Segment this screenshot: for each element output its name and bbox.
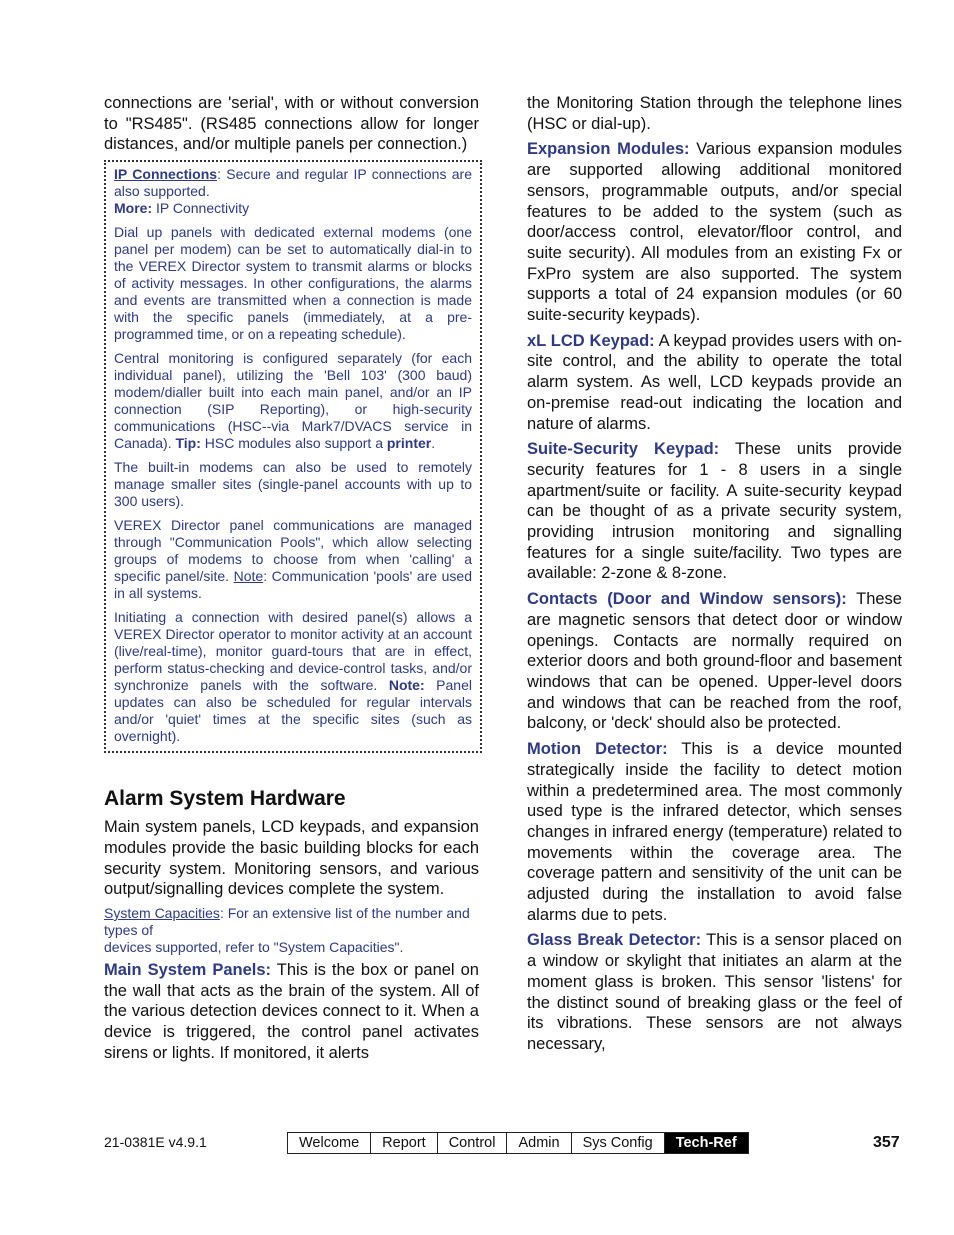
- tab-control[interactable]: Control: [438, 1133, 508, 1153]
- note-link[interactable]: Note: [233, 568, 264, 585]
- initiating-connection-paragraph: Initiating a connection with desired panel(s) allows a VEREX Director operator to monitor activity at an account (live/real-time), monitor guard-tours that are in effect, perform status-checking and device-control tasks, and/or synchronize panels with the software. Note: Panel updates can also be scheduled for regular intervals and/or 'quiet' times at the specific sites (such as overnight).: [114, 609, 472, 745]
- communication-pools-paragraph: VEREX Director panel communications are managed through "Communication Pools", which allow selecting groups of modems to choose from when 'calling' a specific panel/site. Note: Communication 'pools' are used in all systems.: [114, 517, 472, 602]
- central-monitoring-paragraph: Central monitoring is configured separately (for each individual panel), utilizing the 'Bell 103' (300 baud) modem/dialler built into each main panel, and/or an IP connection (SIP Reporting), or high-security communications (HSC--via Mark7/DVACS service in Canada). Tip: HSC modules also support a printer.: [114, 350, 472, 452]
- ip-connections-link[interactable]: IP Connections: [114, 166, 218, 183]
- section-title: Alarm System Hardware: [104, 787, 346, 811]
- tab-tech-ref[interactable]: Tech-Ref: [665, 1133, 748, 1153]
- expansion-paragraph: Expansion Modules: Various expansion modules are supported allowing additional monitored sensors, programmable outputs, and/or special features to be added to the system (such as door/access control, elevator/floor control, and suite security). All modules from an existing Fx or FxPro system are also supported. The system supports a total of 24 expansion modules (or 60 suite-security keypads).: [527, 140, 902, 325]
- right-column: [527, 93, 902, 1060]
- system-capacities-note: System Capacities: For an extensive list of the number and types of devices supported, refer to "System Capacities".: [104, 904, 470, 955]
- note-label: Note:: [388, 677, 425, 694]
- lcd-keypad-paragraph: xL LCD Keypad: A keypad provides users with on-site control, and the ability to operate the total alarm system. As well, LCD keypads provide an on-premise read-out indicating the location and nature of alarms.: [527, 331, 902, 433]
- intro-paragraph: connections are 'serial', with or without conversion to "RS485". (RS485 connections allow for longer distances, and/or multiple panels per connection.): [104, 94, 479, 154]
- page-number: 357: [873, 1134, 900, 1151]
- ip-connections-note: IP Connections: Secure and regular IP connections are also supported. More: IP Connectivity: [114, 166, 472, 217]
- tab-admin[interactable]: Admin: [507, 1133, 571, 1153]
- builtin-modems-paragraph: The built-in modems can also be used to remotely manage smaller sites (single-panel accounts with up to 300 users).: [114, 459, 472, 510]
- suite-keypad-heading: Suite-Security Keypad:: [527, 440, 720, 459]
- tab-welcome[interactable]: Welcome: [288, 1133, 371, 1153]
- document-id: 21-0381E v4.9.1: [104, 1134, 207, 1150]
- footer-nav: [287, 1132, 749, 1154]
- hardware-intro: Main system panels, LCD keypads, and expansion modules provide the basic building blocks for each security system. Monitoring sensors, and various output/signalling devices complete the system.: [104, 818, 479, 899]
- expansion-heading: Expansion Modules:: [527, 140, 690, 159]
- more-label: More:: [114, 200, 153, 217]
- continuation-paragraph: the Monitoring Station through the telephone lines (HSC or dial-up).: [527, 94, 902, 133]
- left-column: [104, 93, 479, 1068]
- tip-label: Tip:: [175, 435, 201, 452]
- suite-keypad-paragraph: Suite-Security Keypad: These units provide security features for 1 - 8 users in a single apartment/suite or facility. A suite-security keypad can be thought of as a private security system, providing intrusion monitoring and signalling features for a single suite/facility. Two types are available: 2-zone & 8-zone.: [527, 440, 902, 583]
- glass-break-paragraph: Glass Break Detector: This is a sensor placed on a window or skylight that initiates an alarm at the moment glass is broken. This sensor 'listens' for the distinct sound of breaking glass or the feel of its vibrations. These sensors are not always necessary,: [527, 931, 902, 1053]
- motion-detector-heading: Motion Detector:: [527, 740, 668, 759]
- motion-detector-paragraph: Motion Detector: This is a device mounted strategically inside the facility to detect motion within a predetermined area. The most commonly used type is the infrared detector, which senses changes in infrared energy (temperature) related to movements within the coverage area. The coverage pattern and sensitivity of the unit can be adjusted during the installation to avoid false alarms due to pets.: [527, 740, 903, 924]
- glass-break-heading: Glass Break Detector:: [527, 931, 702, 950]
- main-panels-paragraph: Main System Panels: This is the box or panel on the wall that acts as the brain of the system. All of the various detection devices connect to it. When a device is triggered, the control panel activates sirens or lights. If monitored, it alerts: [104, 960, 479, 1062]
- communications-note-box: [104, 160, 482, 753]
- tab-sys-config[interactable]: Sys Config: [572, 1133, 665, 1153]
- system-capacities-link[interactable]: System Capacities: [104, 904, 220, 921]
- lcd-keypad-heading: xL LCD Keypad:: [527, 331, 655, 350]
- dialup-paragraph: Dial up panels with dedicated external modems (one panel per modem) can be set to automatically dial-in to the VEREX Director system to transmit alarms or blocks of activity messages. In other configurations, the alarms and events are transmitted when a connection is made with the specific panels (immediately, at a pre-programmed time, or on a repeating schedule).: [114, 224, 472, 343]
- tab-report[interactable]: Report: [371, 1133, 438, 1153]
- contacts-paragraph: Contacts (Door and Window sensors): These are magnetic sensors that detect door or window openings. Contacts are normally required on exterior doors and both ground-floor and basement windows that can be opened. Upper-level doors and windows that can be reached from the roof, balcony, or 'deck' should also be protected.: [527, 590, 902, 733]
- main-panels-heading: Main System Panels:: [104, 960, 272, 979]
- contacts-heading: Contacts (Door and Window sensors):: [527, 590, 847, 609]
- printer-term: printer: [386, 435, 432, 452]
- ip-connectivity-ref: IP Connectivity: [152, 200, 250, 217]
